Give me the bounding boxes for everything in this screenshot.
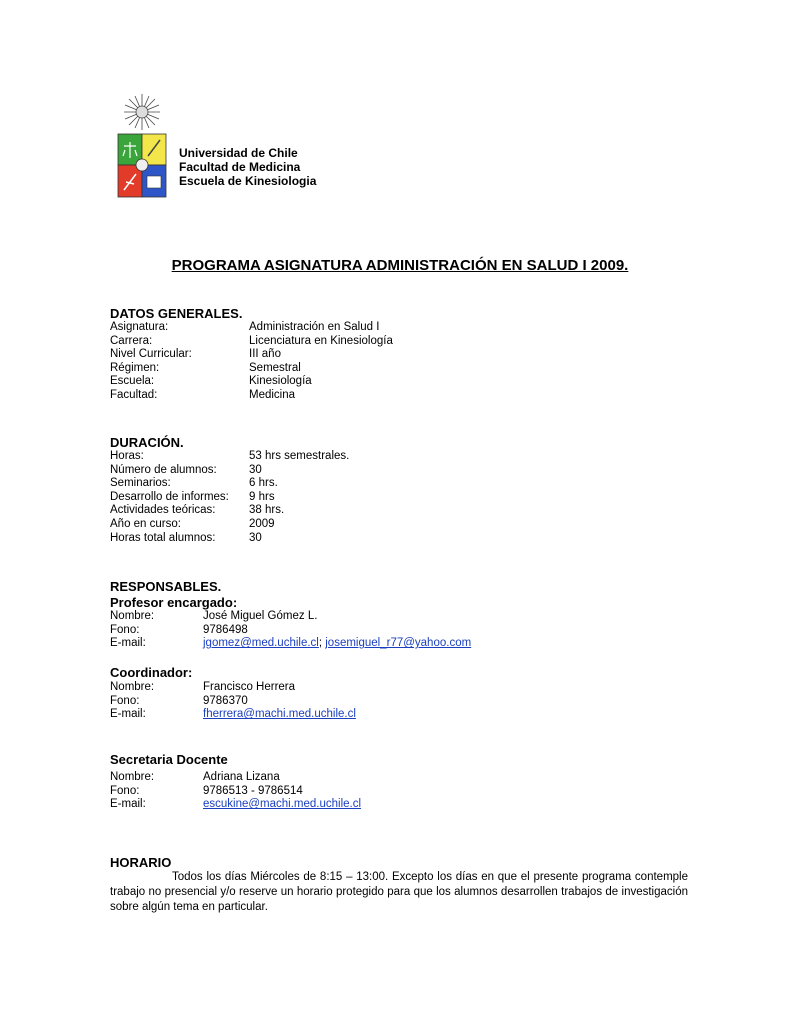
horario-text: Todos los días Miércoles de 8:15 – 13:00. Excepto los días en que el presente programa contemple trabajo no presencial y/o reserve un horario protegido para que los alumnos desarrollen trabajos de investigación sobre algún tema en particular. [110, 871, 688, 913]
email-link[interactable]: josemiguel_r77@yahoo.com [325, 637, 472, 650]
horario-paragraph [110, 870, 688, 915]
list-item [110, 335, 393, 349]
duracion-list [110, 450, 349, 545]
list-item [110, 321, 393, 335]
field-value: 30 [249, 531, 262, 544]
field-label: Horas: [110, 450, 144, 462]
duracion-heading: DURACIÓN. [110, 435, 184, 450]
field-label: Escuela: [110, 375, 155, 388]
field-value: 9786370 [203, 694, 248, 707]
field-label: Carrera: [110, 334, 153, 347]
field-label: Régimen: [110, 361, 160, 374]
email-link[interactable]: escukine@machi.med.uchile.cl [203, 798, 362, 811]
field-value: Licenciatura en Kinesiología [249, 334, 393, 347]
datos-generales-list [110, 321, 393, 403]
list-item [110, 771, 361, 785]
field-label: Fono: [110, 623, 140, 636]
field-label: Actividades teóricas: [110, 504, 216, 517]
list-item [110, 708, 356, 722]
university-name: Universidad de Chile [179, 146, 298, 160]
field-value: 53 hrs semestrales. [249, 450, 350, 462]
responsables-heading: RESPONSABLES. [110, 579, 222, 594]
field-label: Fono: [110, 784, 140, 797]
list-item [110, 375, 393, 389]
list-item [110, 504, 349, 518]
field-label: Nivel Curricular: [110, 348, 192, 361]
school-name: Escuela de Kinesiologia [179, 174, 317, 188]
field-value: 38 hrs. [249, 504, 285, 517]
field-label: Desarrollo de informes: [110, 490, 229, 503]
field-label: Nombre: [110, 681, 155, 693]
field-value: José Miguel Gómez L. [203, 610, 318, 622]
document-title: PROGRAMA ASIGNATURA ADMINISTRACIÓN EN SALUD I 2009. [171, 257, 629, 274]
list-item [110, 491, 349, 505]
field-value: 30 [249, 463, 262, 476]
coordinador-heading: Coordinador: [110, 665, 193, 680]
list-item [110, 637, 471, 651]
list-item [110, 798, 361, 812]
field-label: Horas total alumnos: [110, 531, 216, 544]
field-label: Nombre: [110, 610, 155, 622]
star-icon [124, 94, 160, 130]
field-label: E-mail: [110, 637, 146, 650]
field-label: Fono: [110, 694, 140, 707]
secretaria-heading: Secretaria Docente [110, 752, 228, 767]
field-value: 9786498 [203, 623, 248, 636]
field-label: Nombre: [110, 771, 155, 783]
field-value: Francisco Herrera [203, 681, 296, 693]
field-label: E-mail: [110, 708, 146, 721]
field-label: Asignatura: [110, 321, 169, 333]
field-label: Número de alumnos: [110, 463, 217, 476]
list-item [110, 518, 349, 532]
list-item [110, 532, 349, 546]
university-logo [116, 94, 168, 198]
field-value: Semestral [249, 361, 301, 374]
institution-header [179, 146, 316, 188]
field-value: Adriana Lizana [203, 771, 280, 783]
field-label: Facultad: [110, 388, 158, 401]
field-value: 9786513 - 9786514 [203, 784, 303, 797]
list-item [110, 450, 349, 464]
profesor-list [110, 610, 471, 651]
shield-icon [118, 134, 166, 197]
email-link[interactable]: fherrera@machi.med.uchile.cl [203, 708, 356, 721]
field-value: 6 hrs. [249, 477, 278, 490]
field-value: 2009 [249, 517, 275, 530]
separator: ; [318, 637, 326, 650]
field-value: Kinesiología [249, 375, 312, 388]
list-item [110, 348, 393, 362]
profesor-heading: Profesor encargado: [110, 595, 238, 610]
coordinador-list [110, 681, 356, 722]
list-item [110, 610, 471, 624]
list-item [110, 681, 356, 695]
email-link[interactable]: jgomez@med.uchile.cl [203, 637, 319, 650]
list-item [110, 362, 393, 376]
list-item [110, 477, 349, 491]
list-item [110, 785, 361, 799]
secretaria-list [110, 771, 361, 812]
field-label: Año en curso: [110, 517, 181, 530]
horario-heading: HORARIO [110, 855, 172, 870]
field-value: Administración en Salud I [249, 321, 380, 333]
field-value: 9 hrs [249, 490, 275, 503]
field-label: E-mail: [110, 798, 146, 811]
list-item [110, 464, 349, 478]
list-item [110, 389, 393, 403]
list-item [110, 695, 356, 709]
faculty-name: Facultad de Medicina [179, 160, 301, 174]
list-item [110, 624, 471, 638]
datos-generales-heading: DATOS GENERALES. [110, 306, 243, 321]
field-label: Seminarios: [110, 477, 171, 490]
field-value: Medicina [249, 388, 296, 401]
field-value: III año [249, 348, 281, 361]
